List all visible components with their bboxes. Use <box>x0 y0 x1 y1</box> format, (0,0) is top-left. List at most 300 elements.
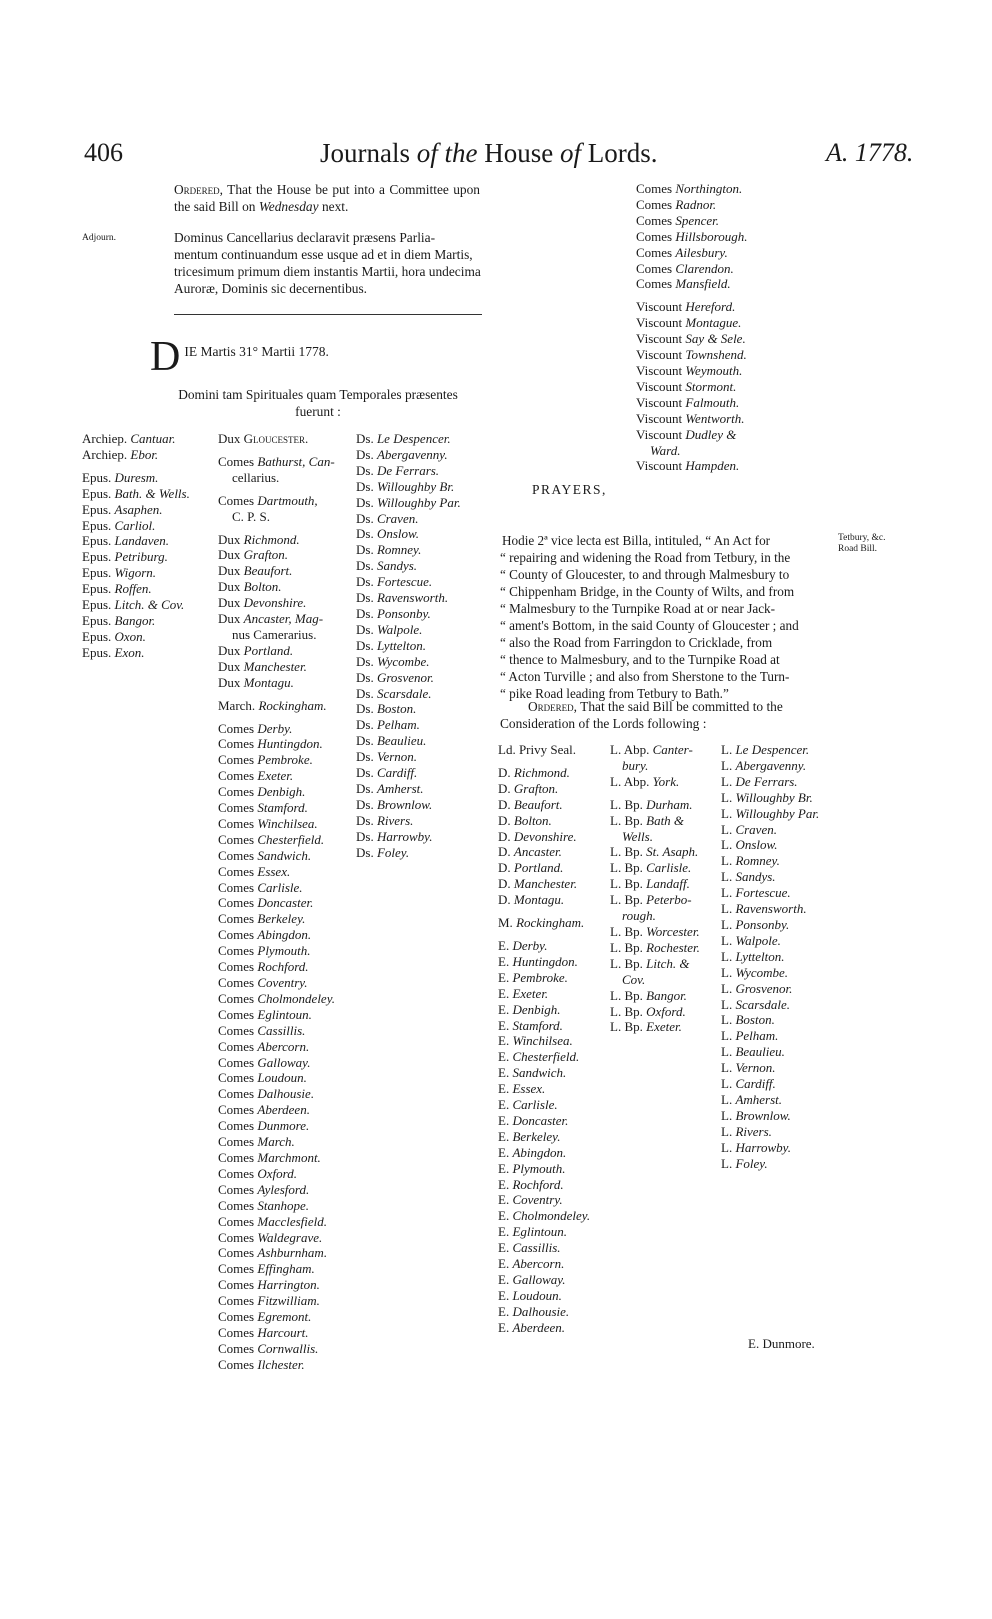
title-rank: L. <box>721 1012 736 1028</box>
title-rank: Comes <box>218 1022 255 1038</box>
committee-lord <box>498 1272 590 1288</box>
title-rank: L. <box>721 1155 736 1171</box>
committee-lord <box>498 860 590 876</box>
committee-lord <box>721 790 819 806</box>
title-rank: E. <box>498 1033 513 1049</box>
bill-line: “ Malmesbury to the Turnpike Road at or near Jack- <box>500 601 776 616</box>
list-item <box>82 613 190 629</box>
peer-name: Rivers. <box>376 812 414 828</box>
list-item <box>218 493 335 509</box>
peer-name: Ancaster, Mag- <box>243 611 324 627</box>
title-rank: L. <box>721 742 736 757</box>
list-item <box>356 829 461 845</box>
title-rank: Viscount <box>636 331 683 347</box>
title-rank: L. <box>721 1044 736 1060</box>
committee-lord: Ld. Privy Seal. <box>498 742 576 757</box>
list-item <box>356 797 461 813</box>
list-item <box>218 911 335 927</box>
peer-name: Brownlow. <box>735 1107 791 1123</box>
title-rank: Comes <box>218 752 255 768</box>
title-rank: Dux <box>218 658 241 674</box>
title-rank: L. Bp. <box>610 939 647 955</box>
title-rank: Epus. <box>82 533 112 549</box>
committee-lord: Wells. <box>622 828 653 844</box>
title-rank: L. Abp. <box>610 773 653 789</box>
peer-name: Beaufort. <box>513 796 563 812</box>
peer-name: Brownlow. <box>376 796 433 812</box>
list-item <box>356 526 461 542</box>
title-rank: E. <box>498 1224 513 1240</box>
committee-lord <box>498 908 590 915</box>
adjourn-line: Auroræ, Dominis sic decernentibus. <box>174 281 368 296</box>
title-rank: Epus. <box>82 597 112 613</box>
committee-lord <box>610 924 700 940</box>
peer-name: Clarendon. <box>675 260 734 276</box>
peer-name: Roffen. <box>114 581 152 597</box>
committee-lord <box>721 758 819 774</box>
peer-name: Carlisle. <box>512 1097 558 1113</box>
list-item <box>356 431 461 447</box>
list-item <box>218 1245 335 1261</box>
peer-name: Scarsdale. <box>376 685 432 701</box>
peer-name: Beaulieu. <box>735 1044 785 1060</box>
peer-name: Richmond. <box>513 764 570 780</box>
title-rank: Ds. <box>356 510 374 526</box>
committee-lord <box>498 1161 590 1177</box>
list-item <box>218 659 335 675</box>
list-item <box>636 181 747 197</box>
peer-name: Harrington. <box>257 1277 320 1293</box>
peer-name: Bangor. <box>646 987 687 1003</box>
title-rank: L. <box>721 821 736 837</box>
peer-name: Fortescue. <box>376 574 433 590</box>
peer-name: Waldegrave. <box>257 1229 323 1245</box>
list-item <box>218 714 335 721</box>
list-item <box>356 845 461 861</box>
title-rank: L. Bp. <box>610 1003 647 1019</box>
list-item <box>218 627 335 643</box>
list-item <box>218 1261 335 1277</box>
title-rank: Ds. <box>356 637 374 653</box>
committee-lord <box>721 901 819 917</box>
list-item <box>356 686 461 702</box>
peer-name: Oxon. <box>114 628 146 644</box>
title-rank: E. <box>498 1208 513 1224</box>
present-list-continued <box>636 181 747 474</box>
title-rank: E. <box>498 1272 513 1287</box>
list-item <box>218 563 335 579</box>
committee-lord <box>721 806 819 822</box>
list-item <box>218 784 335 800</box>
committee-lord <box>721 997 819 1013</box>
title-rank: E. <box>498 1256 513 1272</box>
title-rank: Epus. <box>82 581 112 597</box>
title-rank: Comes <box>218 1038 255 1054</box>
list-item <box>218 1277 335 1293</box>
title-rank: L. Bp. <box>610 892 647 908</box>
peer-name: Abercorn. <box>512 1256 565 1272</box>
drop-cap: D <box>150 334 181 380</box>
peer-name: Cardiff. <box>735 1076 776 1092</box>
list-item <box>218 1341 335 1357</box>
peer-name: Dunmore. <box>257 1118 310 1134</box>
peer-name: Amherst. <box>735 1091 783 1107</box>
peer-name: Harrowby. <box>735 1139 791 1155</box>
peer-name: Abergavenny. <box>735 757 807 773</box>
committee-lord <box>610 860 700 876</box>
title-rank: Comes <box>218 1229 255 1245</box>
title-rank: Epus. <box>82 469 112 485</box>
adjourn-text <box>174 229 484 297</box>
committee-lord <box>610 892 700 908</box>
committee-lord <box>721 1140 819 1156</box>
list-item <box>636 379 747 395</box>
list-item <box>218 595 335 611</box>
peer-name: Chesterfield. <box>257 831 325 847</box>
title-rank: E. <box>498 1192 513 1208</box>
running-title <box>320 138 658 169</box>
committee-lord <box>498 1288 590 1304</box>
list-item <box>82 645 190 661</box>
title-rank: D. <box>498 796 514 812</box>
list-item <box>82 565 190 581</box>
peer-name: Harcourt. <box>257 1324 309 1340</box>
committee-lord <box>610 956 700 972</box>
peer-name: Beaulieu. <box>376 733 427 749</box>
prayers-heading: PRAYERS, <box>532 482 607 497</box>
peer-name: Grafton. <box>243 547 289 563</box>
title-rank: Comes <box>218 1309 255 1325</box>
peer-name: Dartmouth, <box>257 492 318 508</box>
title-rank: L. Bp. <box>610 796 647 812</box>
title-rank: L. <box>721 1076 736 1092</box>
peer-name: Egremont. <box>257 1309 312 1325</box>
title-rank: D. <box>498 876 514 892</box>
peer-name: Manchester. <box>243 658 307 674</box>
title-rank: Ds. <box>356 478 374 494</box>
committee-lord <box>721 1108 819 1124</box>
title-rank: Ds. <box>356 685 374 701</box>
title-rank: Comes <box>218 943 255 959</box>
title-rank: Ds. <box>356 653 374 669</box>
list-item <box>218 1325 335 1341</box>
list-item <box>218 447 335 454</box>
peer-name: Bolton. <box>513 812 552 828</box>
peer-name: Devonshire. <box>243 595 307 611</box>
title-rank: Comes <box>218 1102 255 1118</box>
peer-name: Scarsdale. <box>735 996 790 1012</box>
title-rank: Ds. <box>356 812 374 828</box>
peer-name: Oxford. <box>257 1165 297 1181</box>
ordered-day: Wednesday <box>258 199 319 214</box>
date-heading <box>150 336 329 378</box>
list-item <box>218 431 335 447</box>
committee-lord <box>498 892 590 908</box>
peer-name: Mansfield. <box>675 276 731 292</box>
present-list-dukes-earls <box>218 431 335 1373</box>
title-rank: Ds. <box>356 431 374 446</box>
peer-name: Plymouth. <box>512 1160 566 1176</box>
list-item <box>356 670 461 686</box>
peer-name: Cardiff. <box>376 765 418 781</box>
title-rank: Comes <box>636 212 673 228</box>
title-rank: E. <box>498 1112 513 1128</box>
peer-name: Wycombe. <box>376 653 430 669</box>
committee-lord <box>498 970 590 986</box>
committee-lord <box>498 758 590 765</box>
title-rank: Epus. <box>82 517 112 533</box>
peer-name: Lyttelton. <box>735 948 785 964</box>
committee-lord <box>721 949 819 965</box>
list-item <box>636 292 747 299</box>
peer-name: York. <box>652 773 680 789</box>
committee-lord <box>721 1092 819 1108</box>
list-item <box>636 261 747 277</box>
peer-name: Loudoun. <box>257 1070 307 1086</box>
title-rank: E. <box>498 985 513 1001</box>
list-item <box>356 813 461 829</box>
peer-name: Doncaster. <box>257 895 314 911</box>
committee-lord <box>498 1129 590 1145</box>
title-rank: Comes <box>218 453 255 469</box>
title-rank: Ds. <box>356 844 374 860</box>
adjourn-line: mentum continuandum esse usque ad et in diem Martis, <box>174 247 473 262</box>
title-rank: E. <box>498 1128 513 1144</box>
title-rank: E. <box>498 1065 513 1081</box>
title-rank: Comes <box>218 768 255 784</box>
committee-lord <box>498 1240 590 1256</box>
list-item <box>218 675 335 691</box>
committee-lord <box>721 869 819 885</box>
peer-name: Sandys. <box>735 869 776 885</box>
title-rank: Comes <box>218 784 255 800</box>
title-rank: Ds. <box>356 590 374 606</box>
title-rank: Comes <box>218 1181 255 1197</box>
title-rank: E. <box>498 937 513 953</box>
list-item <box>218 832 335 848</box>
committee-lord <box>721 822 819 838</box>
peer-name: Litch. & <box>646 955 690 971</box>
title-rank: L. <box>721 901 736 917</box>
committee-list-1 <box>498 742 590 1336</box>
peer-name: Landaff. <box>646 876 690 892</box>
committee-lord <box>721 885 819 901</box>
peer-name: Romney. <box>376 542 422 558</box>
page-number: 406 <box>84 138 123 167</box>
title-rank: Ds. <box>356 462 374 478</box>
list-item <box>356 638 461 654</box>
peer-name: Fitzwilliam. <box>257 1293 320 1309</box>
title-rank: Ds. <box>356 574 374 590</box>
peer-name: Craven. <box>735 821 777 837</box>
committee-lord <box>498 1097 590 1113</box>
peer-name: Willoughby Par. <box>376 494 461 510</box>
title-rank: L. <box>721 773 736 789</box>
list-item <box>636 395 747 411</box>
title-rank: Dux <box>218 431 241 446</box>
peer-name: Bathurst, Can- <box>257 453 335 469</box>
committee-lord <box>498 797 590 813</box>
title-rank: Ds. <box>356 605 374 621</box>
title-rank: Ds. <box>356 701 374 717</box>
peer-name: Eglintoun. <box>257 1006 312 1022</box>
peer-name: Ailesbury. <box>675 244 728 260</box>
committee-lord <box>498 1033 590 1049</box>
committee-lord <box>721 1076 819 1092</box>
committee-lord <box>610 742 700 758</box>
peer-name: Le Despencer. <box>735 742 810 757</box>
peer-name: Eglintoun. <box>512 1224 567 1240</box>
committee-lord <box>721 1028 819 1044</box>
list-item <box>218 547 335 563</box>
list-item <box>356 733 461 749</box>
committee-list-3 <box>721 742 819 1171</box>
present-heading-line: Domini tam Spirituales quam Temporales præsentes <box>178 387 458 402</box>
title-rank: Archiep. <box>82 446 128 462</box>
list-item <box>218 1150 335 1166</box>
peer-name: Landaven. <box>114 533 170 549</box>
title-rank: Dux <box>218 642 241 658</box>
adjourn-line: Dominus Cancellarius declaravit præsens Parlia- <box>174 230 436 245</box>
bill-line: “ Chippenham Bridge, in the County of Wilts, and from <box>500 584 795 599</box>
peer-name: Wentworth. <box>685 410 745 426</box>
list-item <box>218 1230 335 1246</box>
peer-name: Devonshire. <box>513 828 577 844</box>
peer-name: Ponsonby. <box>735 916 790 932</box>
peer-name: nus Camerarius. <box>232 626 317 642</box>
title-rank: L. <box>721 1123 736 1139</box>
committee-lord <box>610 797 700 813</box>
committee-lord: bury. <box>622 757 649 773</box>
peer-name: Cassillis. <box>512 1240 561 1256</box>
committee-lord <box>721 1124 819 1140</box>
title-rank: L. <box>721 1139 736 1155</box>
title-rank: Ds. <box>356 558 374 574</box>
list-item <box>218 943 335 959</box>
peer-name: Carlisle. <box>257 879 303 895</box>
committee-lord <box>498 1256 590 1272</box>
title-rank: E. <box>498 1319 513 1335</box>
committee-lord <box>498 765 590 781</box>
peer-name: Amherst. <box>376 780 424 796</box>
peer-name: Bangor. <box>114 612 156 628</box>
ordered-committee <box>174 181 480 215</box>
peer-name: Berkeley. <box>257 911 306 927</box>
title-rank: Comes <box>218 1245 255 1261</box>
peer-name: Worcester. <box>646 923 700 939</box>
committee-lord <box>721 981 819 997</box>
title-rank: Dux <box>218 563 241 579</box>
list-item <box>636 443 747 459</box>
peer-name: Sandwich. <box>512 1065 567 1081</box>
title-rank: D. <box>498 892 514 908</box>
peer-name: Rivers. <box>735 1123 772 1139</box>
list-item <box>218 1086 335 1102</box>
title-rank: L. <box>721 869 736 885</box>
list-item <box>82 486 190 502</box>
committee-lord <box>721 1060 819 1076</box>
title-rank: E. <box>498 1240 513 1256</box>
peer-name: Ward. <box>650 442 681 458</box>
title-rank: L. <box>721 885 736 901</box>
title-rank: Epus. <box>82 644 112 660</box>
title-rank: Viscount <box>636 394 683 410</box>
title-rank: Comes <box>218 815 255 831</box>
peer-name: Pelham. <box>376 717 420 733</box>
peer-name: Rockingham. <box>516 915 585 931</box>
peer-name: Aberdeen. <box>512 1319 566 1335</box>
title-rank: Comes <box>218 1213 255 1229</box>
title-rank: M. <box>498 915 517 931</box>
present-list-spiritual <box>82 431 190 661</box>
title-rank: E. <box>498 1017 513 1033</box>
peer-name: Willoughby Br. <box>376 478 455 494</box>
bill-line: “ ament's Bottom, in the said County of Gloucester ; and <box>500 618 799 633</box>
peer-name: Rochford. <box>512 1176 564 1192</box>
peer-name: Asaphen. <box>114 501 163 517</box>
list-item <box>218 768 335 784</box>
title-rank: Viscount <box>636 362 683 378</box>
list-item <box>218 752 335 768</box>
title-rank: Comes <box>218 1261 255 1277</box>
list-item <box>218 927 335 943</box>
ordered-commit-line: Consideration of the Lords following : <box>500 716 707 731</box>
peer-name: Ravensworth. <box>735 901 807 917</box>
title-word: of <box>560 138 582 168</box>
peer-name: Hampden. <box>685 458 740 474</box>
committee-lord <box>721 933 819 949</box>
peer-name: Durham. <box>646 796 693 812</box>
title-rank: Epus. <box>82 628 112 644</box>
peer-name: Stormont. <box>685 378 737 394</box>
title-rank: L. Bp. <box>610 987 647 1003</box>
peer-name: Harrowby. <box>376 828 433 844</box>
peer-name: Vernon. <box>376 749 418 765</box>
peer-name: Abingdon. <box>257 927 312 943</box>
peer-name: Stamford. <box>512 1017 563 1033</box>
list-item <box>218 816 335 832</box>
ordered-lead: Ordered, <box>174 182 224 197</box>
title-rank: L. <box>721 789 736 805</box>
list-item <box>218 1166 335 1182</box>
peer-name: Grosvenor. <box>735 980 793 996</box>
list-item <box>218 800 335 816</box>
ordered-commit <box>500 698 832 732</box>
bill-line: “ repairing and widening the Road from Tetbury, in the <box>500 550 791 565</box>
title-rank: Epus. <box>82 485 112 501</box>
committee-lord <box>498 1145 590 1161</box>
title-rank: L. <box>721 1060 736 1076</box>
list-item <box>218 1118 335 1134</box>
bill-margin-line: Road Bill. <box>838 544 878 554</box>
title-rank: Comes <box>218 1277 255 1293</box>
title-rank: Comes <box>218 927 255 943</box>
title-rank: Viscount <box>636 347 683 363</box>
list-item <box>356 717 461 733</box>
title-rank: Comes <box>218 975 255 990</box>
committee-lord <box>498 1192 590 1208</box>
title-rank: D. <box>498 764 514 780</box>
peer-name: Foley. <box>735 1155 768 1171</box>
committee-lord <box>498 986 590 1002</box>
committee-lord <box>498 1320 590 1336</box>
list-item <box>218 486 335 493</box>
peer-name: Berkeley. <box>512 1128 561 1144</box>
peer-name: Willoughby Br. <box>735 789 813 805</box>
list-item <box>636 213 747 229</box>
peer-name: Canter- <box>652 742 693 757</box>
adjourn-line: tricesimum primum diem instantis Martii, hora undecima <box>174 264 481 279</box>
